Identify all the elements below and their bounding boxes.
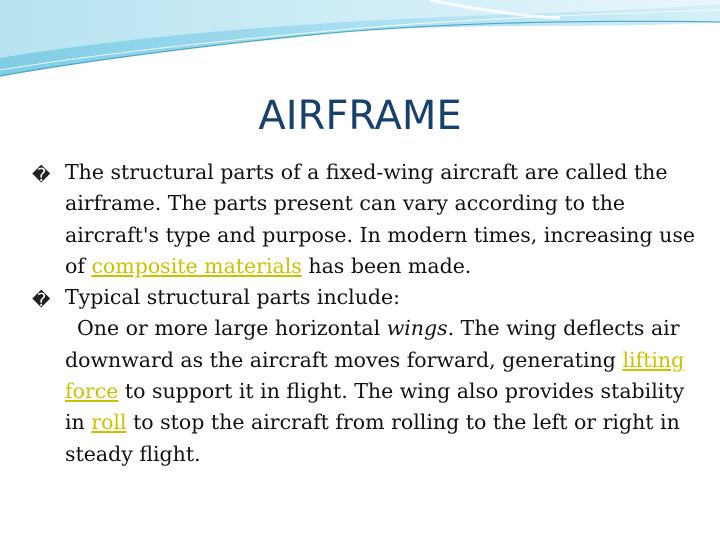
bullet-text: The structural parts of a fixed-wing aircraft are called the airframe. The parts present can vary according to the aircraft's type and purpose. In modern times, increasing use of [65,160,695,278]
bullet-text: Typical structural parts include: [65,285,401,310]
bullet-item [30,157,695,282]
composite-materials-link[interactable]: composite materials [91,253,302,278]
bullet-item [30,282,695,313]
slide-title: AIRFRAME [258,93,462,139]
slide-body [30,157,695,470]
wings-emphasis: wings [386,316,448,341]
bullet-marker-icon: � [32,165,51,186]
wings-paragraph: One or more large horizontal wings. The wing deflects air downward as the aircraft moves forward, generating lifting force to support it in flight. The wing also provides stability in roll to stop the aircraft from rolling to the left or right in steady flight. [65,316,685,466]
bullet-marker-icon: � [32,290,51,312]
header-wave-decoration [0,0,720,90]
lifting-force-link[interactable]: lifting force [65,347,685,404]
bullet-text-end: has been made. [301,253,472,278]
roll-link[interactable]: roll [91,410,127,435]
